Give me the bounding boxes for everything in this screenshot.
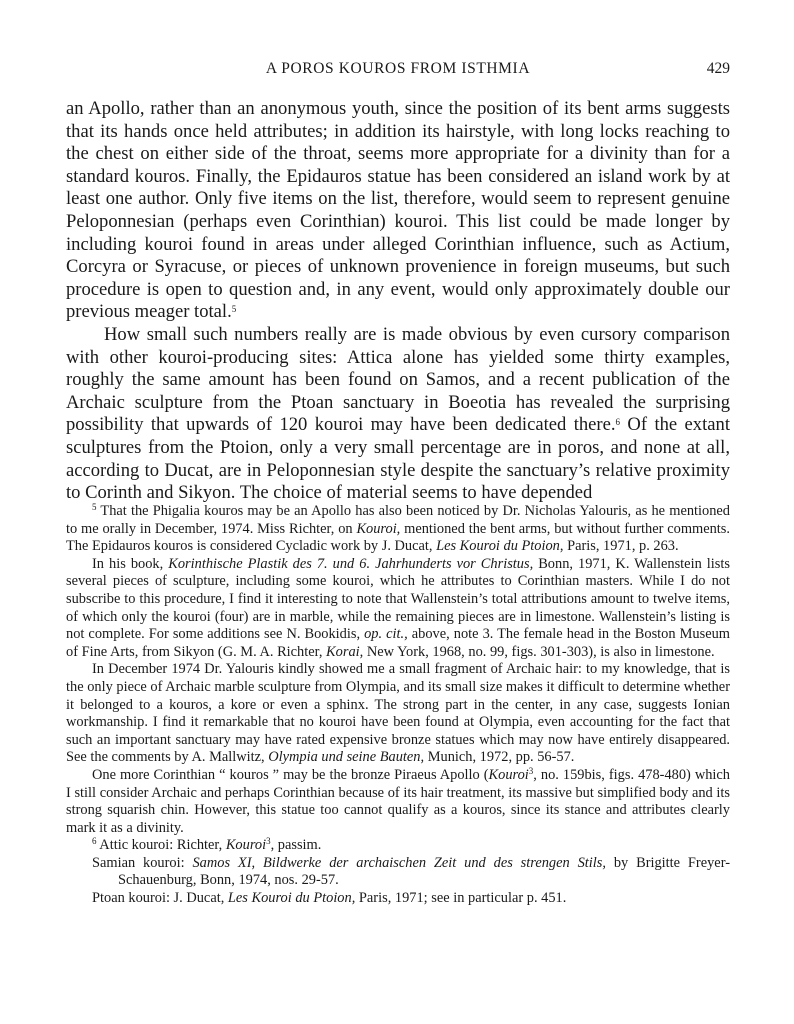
paragraph-1-text: an Apollo, rather than an anonymous youth, since the position of its bent arms suggests that its hands once held attributes; in addition its hairstyle, with long locks reaching to the chest on either side of the throat, seems more appropriate for a divinity than for a standard kouros. Finally, the Epidauros statue has been considered an island work by at least one author. Only five items on the list, therefore, would seem to represent genuine Peloponnesian (perhaps even Corinthian) kouroi. This list could be made longer by including kouroi found in areas under alleged Corinthian influence, such as Actium, Corcyra or Syracuse, or pieces of unknown provenience in foreign museums, but such procedure is open to question and, in any event, would only approximately double our previous meager total. xyxy=(66,98,730,323)
footnote-text: above, note 3. The female head in the Boston Museum of Fine Arts, from Sikyon (G. M. A. Richter, xyxy=(66,626,730,660)
footnote-5-para-3 xyxy=(66,661,730,767)
footnote-6-marker: 6 xyxy=(92,836,97,847)
footnote-text: New York, 1968, no. 99, figs. 301-303), is also in limestone. xyxy=(363,643,715,660)
paragraph-2 xyxy=(66,324,730,505)
footnotes xyxy=(66,503,730,908)
footnote-text: , no. 159bis, figs. 478-480) which I still consider Archaic and perhaps Corinthian because of its hair treatment, its massive but simplified body and its strong squarish chin. However, this statue too cannot qualify as a kouros, since its stance and attributes clearly mark it as a divinity. xyxy=(66,766,730,836)
footnote-text: In his book, xyxy=(92,555,169,572)
footnote-italic: Les Kouroi du Ptoion, xyxy=(227,890,356,907)
footnote-5 xyxy=(66,503,730,556)
page-number: 429 xyxy=(706,60,730,77)
footnote-5-marker: 5 xyxy=(92,502,97,512)
main-text xyxy=(66,98,730,505)
footnote-6-text: , passim. xyxy=(270,837,322,854)
footnote-italic: Samos XI, Bildwerke der archaischen Zeit und des strengen Stils, xyxy=(192,854,606,871)
footnote-5-italic: Kouroi, xyxy=(356,520,401,537)
edition-superscript: 3 xyxy=(528,765,534,776)
footnote-text: One more Corinthian “ kouros ” may be the bronze Piraeus Apollo ( xyxy=(92,766,489,783)
footnote-text: In December 1974 Dr. Yalouris kindly showed me a small fragment of Archaic hair: to my knowledge, that is the only piece of Archaic marble sculpture from Olympia, and its small size makes it difficult to determine whether it belonged to a kouros, a kore or even a sphinx. The strong part in the center, in any case, suggests Ionian workmanship. I find it remarkable that no kouroi have been found at Olympia, even accounting for the fact that such an important sanctuary may have rated expensive bronze statues which may now have entirely disappeared. See the comments by A. Mallwitz, xyxy=(66,661,730,766)
footnote-5-para-2 xyxy=(66,556,730,662)
footnote-text: Paris, 1971; see in particular p. 451. xyxy=(355,890,567,907)
footnote-text: by Brigitte Freyer-Schauenburg, Bonn, 1974, nos. 29-57. xyxy=(118,854,730,889)
footnote-italic: Kouroi xyxy=(488,766,529,783)
footnote-ref-5[interactable]: 5 xyxy=(231,304,237,315)
running-title: A POROS KOUROS FROM ISTHMIA xyxy=(265,60,531,77)
footnote-6-samian xyxy=(66,855,730,890)
footnote-ref-6[interactable]: 6 xyxy=(615,417,621,428)
footnote-5-italic: Les Kouroi du Ptoion xyxy=(436,538,560,555)
footnote-6-text: Attic kouroi: Richter, xyxy=(96,837,226,854)
footnote-italic: Korai, xyxy=(326,643,364,660)
paragraph-2-text-b: Of the extant sculptures from the Ptoion, only a very small percentage are in poros, and none at all, according to Ducat, are in Peloponnesian style despite the sanctuary’s relative proximity to Corinth and Sikyon. The choice of material seems to have depended xyxy=(66,414,730,504)
paragraph-1 xyxy=(66,98,730,324)
footnote-6-ptoan xyxy=(66,890,730,908)
footnote-text: Samian kouroi: xyxy=(92,854,193,871)
footnote-5-para-4 xyxy=(66,767,730,837)
footnote-text: Munich, 1972, pp. 56-57. xyxy=(424,749,575,766)
footnote-italic: op. cit., xyxy=(364,626,408,643)
footnote-italic: Olympia und seine Bauten, xyxy=(268,749,425,766)
footnote-5-text: That the Phigalia kouros may be an Apollo has also been noticed by Dr. Nicholas Yalouris, as he mentioned to me orally in December, 1974. Miss Richter, on xyxy=(66,503,730,537)
footnote-5-text: mentioned the bent arms, but without further comments. The Epidauros kouros is considered Cycladic work by J. Ducat, xyxy=(66,520,730,555)
footnote-text: Bonn, 1971, K. Wallenstein lists several pieces of sculpture, including some kouroi, which he attributes to Corinthian masters. While I do not subscribe to this procedure, I find it interesting to note that Wallenstein’s total attributions amount to twelve items, of which only the kouroi (four) are in marble, while the remaining pieces are in limestone. Wallenstein’s listing is not complete. For some additions see N. Bookidis, xyxy=(66,555,730,643)
paragraph-2-text-a: How small such numbers really are is made obvious by even cursory comparison with other kouroi-producing sites: Attica alone has yielded some thirty examples, roughly the same amount has been found on Samos, and a recent publication of the Archaic sculpture from the Ptoan sanctuary in Boeotia has revealed the surprising possibility that upwards of 120 kouroi may have been dedicated there. xyxy=(66,323,730,436)
footnote-italic: Korinthische Plastik des 7. und 6. Jahrhunderts vor Christus, xyxy=(168,555,534,572)
edition-superscript: 3 xyxy=(266,836,271,847)
footnote-5-text: , Paris, 1971, p. 263. xyxy=(559,538,679,555)
footnote-6 xyxy=(66,837,730,855)
page-header xyxy=(66,60,730,82)
footnote-text: Ptoan kouroi: J. Ducat, xyxy=(92,890,228,907)
footnote-6-italic: Kouroi xyxy=(225,837,267,854)
